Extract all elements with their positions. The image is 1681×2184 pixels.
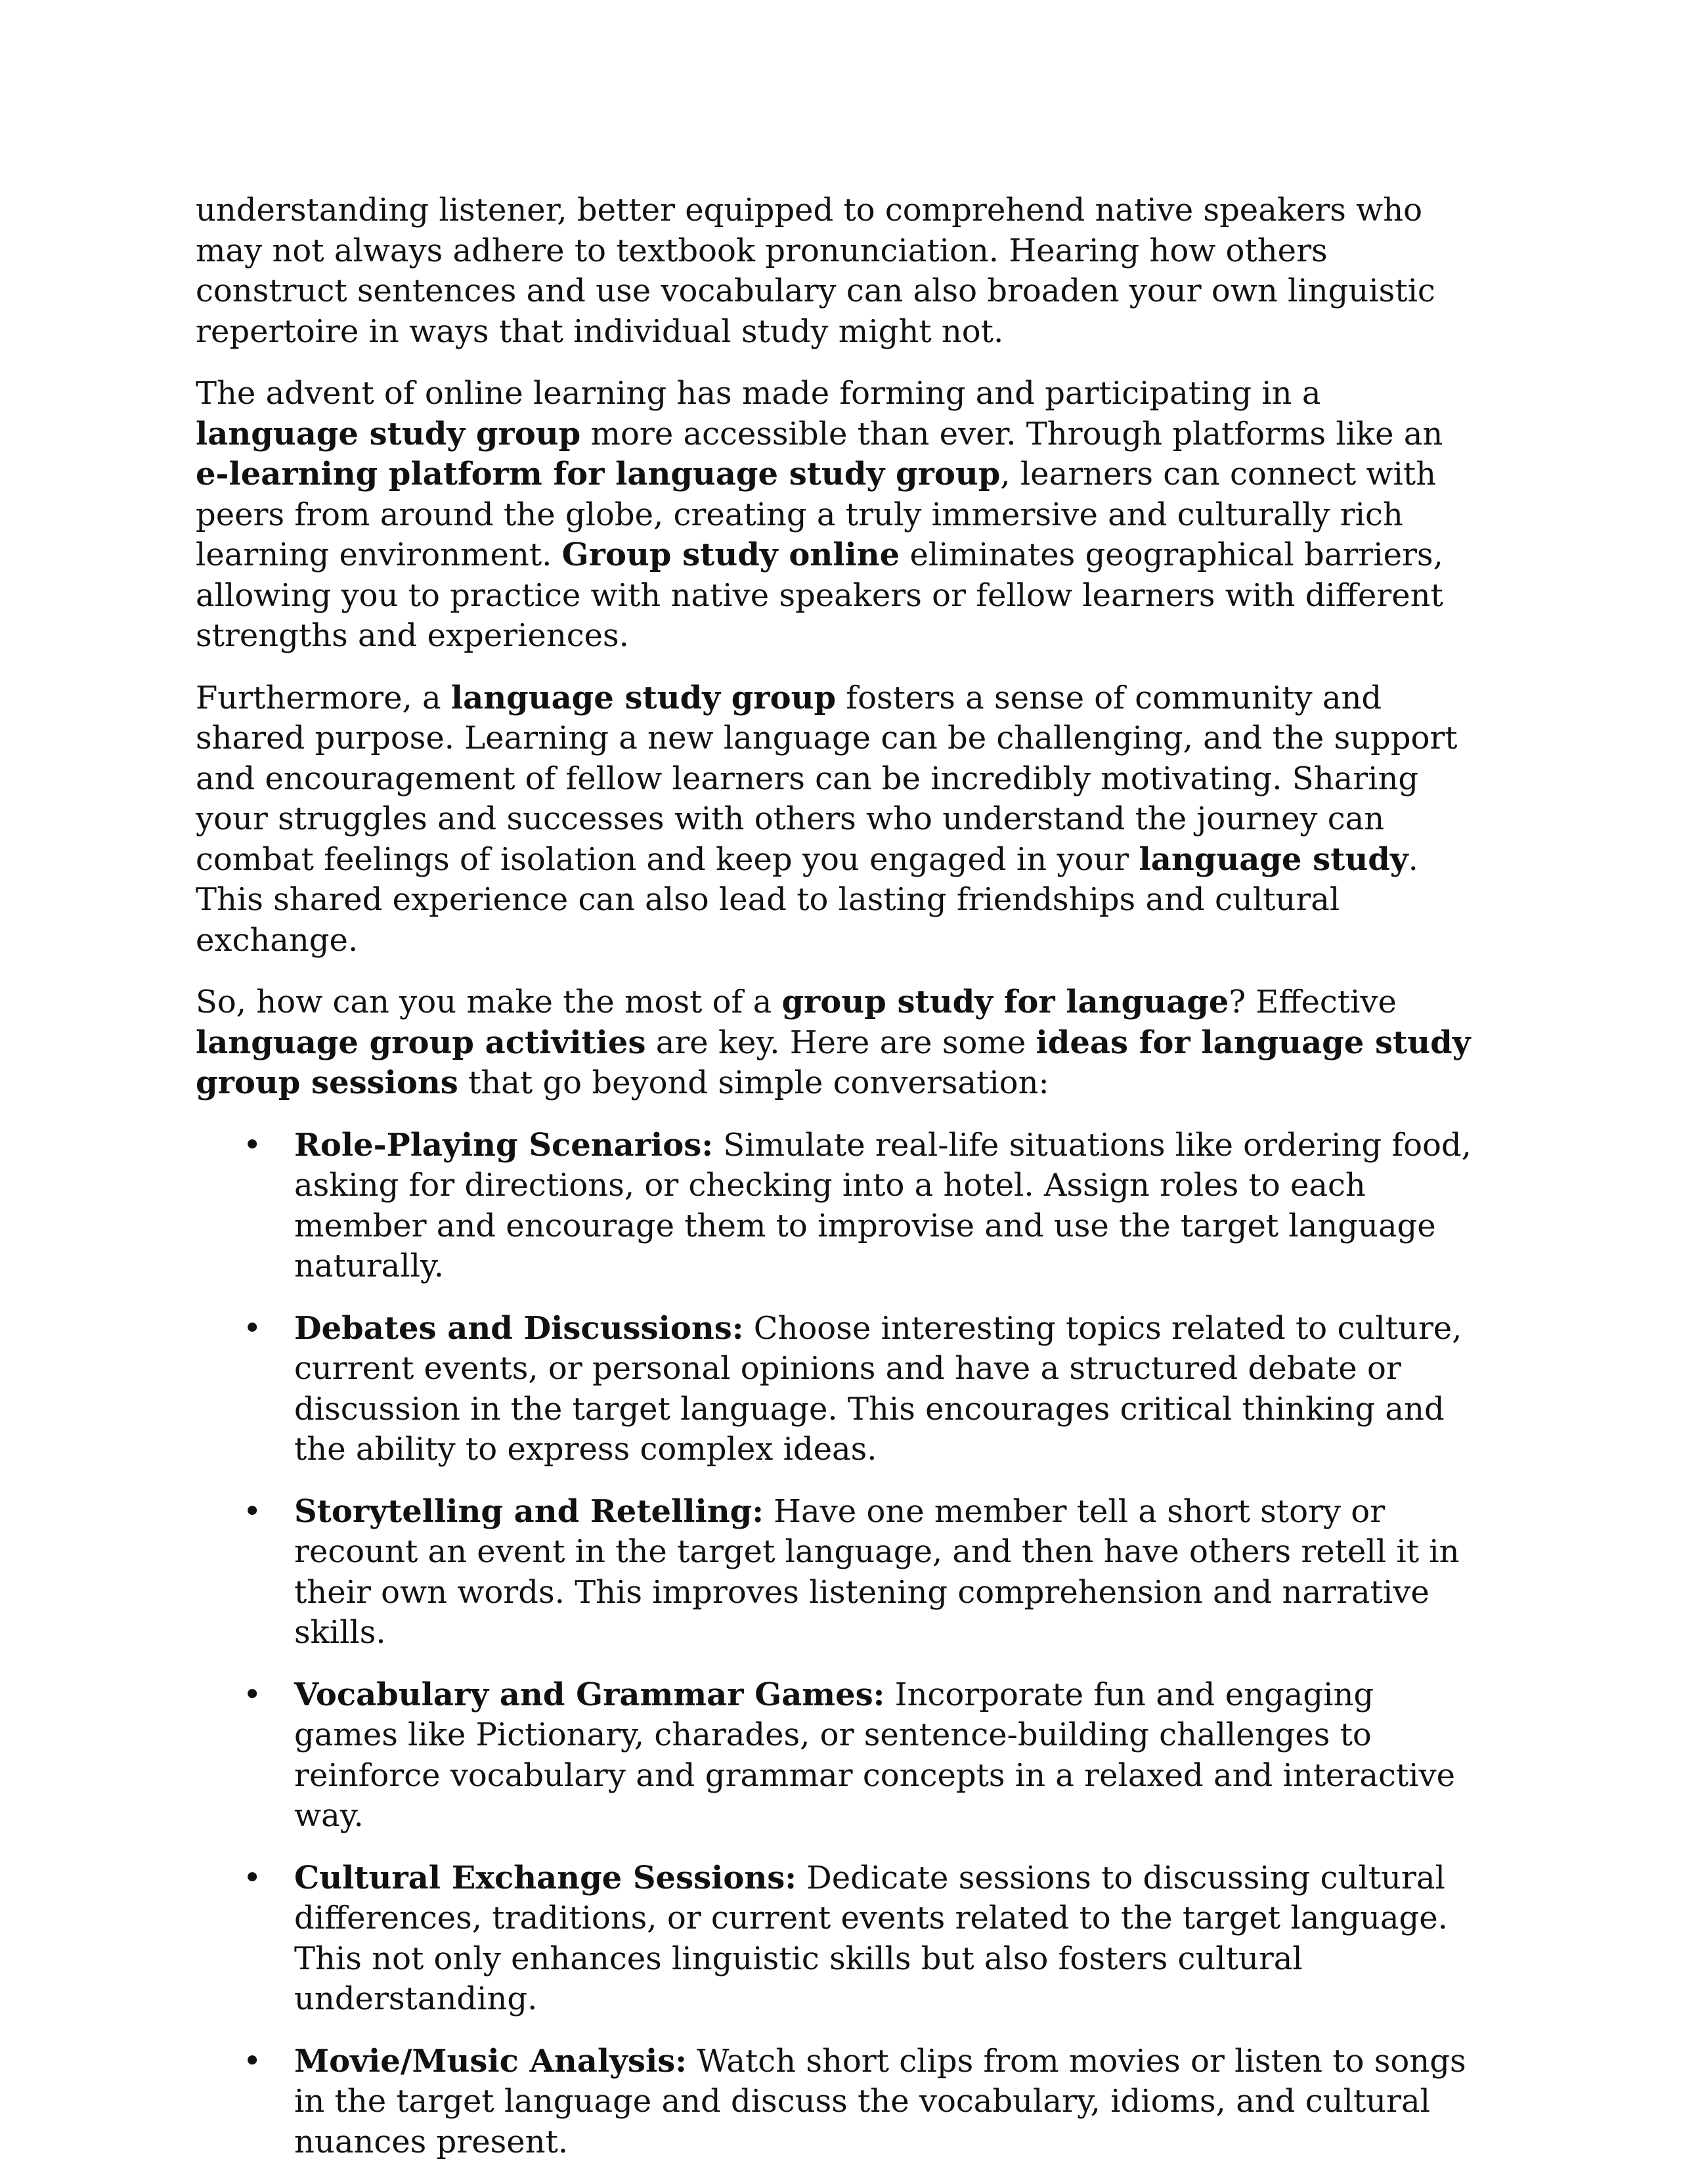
list-item-title: Debates and Discussions:	[294, 1309, 744, 1347]
list-item	[196, 1858, 1484, 2020]
paragraph	[196, 190, 1484, 352]
paragraph-text: So, how can you make the most of a	[196, 984, 782, 1020]
paragraph-text: eliminates geographical barriers, allowing you to practice with native speakers or fellow learners with different strengths and experiences.	[196, 536, 1443, 654]
list-item	[196, 1125, 1484, 1287]
list-item-title: Vocabulary and Grammar Games:	[294, 1676, 885, 1713]
document-body	[196, 190, 1484, 2184]
list-item-text: Choose interesting topics related to culture, current events, or personal opinions and have a structured debate or discussion in the target language. This encourages critical thinking and the ability to express complex ideas.	[294, 1309, 1462, 1468]
list-item	[196, 1675, 1484, 1837]
list-item-title: Movie/Music Analysis:	[294, 2042, 687, 2080]
list-item-title: Role-Playing Scenarios:	[294, 1126, 714, 1164]
bold-keyword: language study group	[196, 415, 581, 452]
bold-keyword: language study	[1139, 841, 1408, 878]
paragraph-text: that go beyond simple conversation:	[458, 1064, 1049, 1101]
bold-keyword: ideas for language study group sessions	[196, 1024, 1471, 1101]
bold-keyword: group study for language	[781, 984, 1229, 1020]
bullet-icon: •	[243, 1859, 262, 1896]
list-item	[196, 2042, 1484, 2163]
bold-keyword: e-learning platform for language study group	[196, 456, 1001, 492]
paragraph-text: ? Effective	[1229, 984, 1397, 1020]
paragraph-text: . This shared experience can also lead to lasting friendships and cultural exchange.	[196, 841, 1418, 959]
bullet-icon: •	[243, 1676, 262, 1713]
paragraph	[196, 374, 1484, 657]
paragraph-text: Furthermore, a	[196, 679, 451, 716]
paragraph-text: more accessible than ever. Through platforms like an	[580, 415, 1443, 452]
bold-keyword: language group activities	[196, 1024, 646, 1061]
list-item	[196, 1492, 1484, 1653]
list-item-title: Storytelling and Retelling:	[294, 1493, 764, 1530]
paragraph-text: , learners can connect with peers from around the globe, creating a truly immersive and culturally rich learning environment.	[196, 456, 1437, 573]
list-item	[196, 1309, 1484, 1470]
paragraph-text: understanding listener, better equipped to comprehend native speakers who may not always adhere to textbook pronunciation. Hearing how others construct sentences and use vocabulary can also broaden your own linguistic repertoire in ways that individual study might not.	[196, 192, 1435, 350]
bullet-icon: •	[243, 1493, 262, 1530]
list-item-text: Watch short clips from movies or listen to songs in the target language and discuss the vocabulary, idioms, and cultural nuances present.	[294, 2042, 1466, 2160]
bold-keyword: Group study online	[561, 536, 900, 573]
list-item-title: Cultural Exchange Sessions:	[294, 1859, 797, 1896]
bold-keyword: language study group	[450, 679, 837, 716]
list-item-text: Simulate real-life situations like ordering food, asking for directions, or checking into a hotel. Assign roles to each member and encourage them to improvise and use the target language naturally.	[294, 1126, 1472, 1284]
bullet-icon: •	[243, 2042, 262, 2080]
activity-list	[196, 1125, 1484, 2163]
list-item-text: Dedicate sessions to discussing cultural differences, traditions, or current events related to the target language. This not only enhances linguistic skills but also fosters cultural understanding.	[294, 1859, 1448, 2017]
paragraph-text: fosters a sense of community and shared purpose. Learning a new language can be challenging, and the support and encouragement of fellow learners can be incredibly motivating. Sharing your struggles and successes with others who understand the journey can combat feelings of isolation and keep you engaged in your	[196, 679, 1458, 878]
paragraph	[196, 678, 1484, 961]
paragraph-text: The advent of online learning has made forming and participating in a	[196, 375, 1321, 412]
bullet-icon: •	[243, 1126, 262, 1164]
list-item-text: Have one member tell a short story or recount an event in the target language, and then have others retell it in their own words. This improves listening comprehension and narrative skills.	[294, 1493, 1460, 1651]
paragraph	[196, 982, 1484, 1104]
bullet-icon: •	[243, 1309, 262, 1347]
paragraph-text: are key. Here are some	[645, 1024, 1036, 1061]
list-item-text: Incorporate fun and engaging games like Pictionary, charades, or sentence-building challenges to reinforce vocabulary and grammar concepts in a relaxed and interactive way.	[294, 1676, 1456, 1834]
